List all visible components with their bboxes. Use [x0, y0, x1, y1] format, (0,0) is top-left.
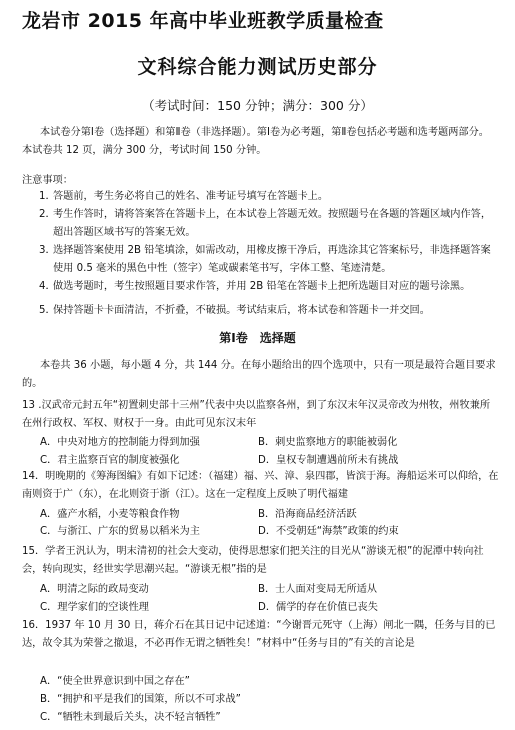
question-text: 13 .汉武帝元封五年“初置刺史部十三州”代表中央以监察各州，到了东汉末年汉灵帝改为州牧，州牧兼所在州行政权、军权、财权于一身。由此可见东汉末年: [22, 400, 491, 429]
notice-item: [40, 278, 496, 296]
option-c: C．“牺牲未到最后关头，决不轻言牺牲”: [40, 712, 221, 723]
notice-item-number: 2．: [39, 209, 56, 220]
question-text: 14．明晚期的《筹海图编》有如下记述：（福建）福、兴、漳、泉四郡，皆滨于海。海船运米可以仰给，在南则资于广（东），在北则资于浙（江）。这在一定程度上反映了明代福建: [22, 471, 499, 500]
notice-item-text: 考生作答时，请将答案答在答题卡上，在本试卷上答题无效。按照题号在各题的答题区域内作答，超出答题区域书写的答案无效。: [53, 209, 492, 238]
exam-time-info: （考试时间：150 分钟；满分：300 分）: [142, 98, 373, 113]
option-c: C．理学家们的空谈性理: [40, 602, 149, 613]
notice-item-text: 做选考题时，考生按照题目要求作答，并用 2B 铅笔在答题卡上把所选题目对应的题号涂黑。: [53, 281, 471, 292]
notice-item-number: 3．: [39, 245, 56, 256]
option-b: B．刺史监察地方的职能被弱化: [258, 437, 398, 448]
option-a: A．明清之际的政局变动: [40, 584, 149, 595]
notice-item-number: 1．: [39, 191, 56, 202]
notice-item-number: 4．: [39, 281, 56, 292]
option-a: A．“使全世界意识到中国之存在”: [40, 676, 190, 687]
intro-paragraph: 本试卷分第Ⅰ卷（选择题）和第Ⅱ卷（非选择题）。第Ⅰ卷为必考题，第Ⅱ卷包括必考题和选考题两部分。本试卷共 12 页，满分 300 分，考试时间 150 分钟。: [22, 127, 489, 156]
notice-item: [40, 206, 496, 241]
option-d: D．皇权专制遭遇前所未有挑战: [258, 455, 399, 466]
notice-item-text: 保持答题卡卡面清洁，不折叠，不破损。考试结束后，将本试卷和答题卡一并交回。: [53, 305, 430, 316]
notice-title: 注意事项：: [22, 175, 73, 186]
option-a: A．中央对地方的控制能力得到加强: [40, 437, 200, 448]
notice-item: [40, 242, 496, 277]
exam-title: 龙岩市 2015 年高中毕业班教学质量检查: [22, 10, 384, 32]
section-title: 第Ⅰ卷 选择题: [219, 331, 296, 345]
question-text: 15．学者王汎认为，明末清初的社会大变动，使得思想家们把关注的目光从“游谈无根”的泥潭中转向社会，转向现实，经世实学思潮兴起。“游谈无根”指的是: [22, 546, 484, 575]
option-a: A．盛产水稻，小麦等粮食作物: [40, 509, 180, 520]
notice-item-text: 选择题答案使用 2B 铅笔填涂，如需改动，用橡皮擦干净后，再选涂其它答案标号，非选择题答案使用 0.5 毫米的黑色中性（签字）笔或碳素笔书写，字体工整、笔迹清楚。: [53, 245, 491, 274]
notice-item: [40, 302, 496, 320]
section-intro: 本卷共 36 小题，每小题 4 分，共 144 分。在每小题给出的四个选项中，只有一项是最符合题目要求的。: [22, 360, 496, 389]
notice-item-number: 5．: [39, 305, 56, 316]
option-c: C．与浙江、广东的贸易以稻米为主: [40, 526, 200, 537]
option-b: B．“拥护和平是我们的国策，所以不可求战”: [40, 694, 241, 705]
question-15-stem: [22, 543, 500, 579]
option-c: C．君主监察百官的制度被强化: [40, 455, 180, 466]
question-text: 16．1937 年 10 月 30 日，蒋介石在其日记中记述道：“今谢晋元死守（上海）闸北一隅，任务与目的已达，故令其为荣誉之撤退，不必再作无谓之牺牲矣！”材料中“任务与目的”有关的言论是: [22, 620, 496, 649]
option-d: D．儒学的存在价值已丧失: [258, 602, 378, 613]
option-b: B．士人面对变局无所适从: [258, 584, 378, 595]
question-13-stem: [22, 397, 500, 433]
notice-item-text: 答题前，考生务必将自己的姓名、准考证号填写在答题卡上。: [53, 191, 329, 202]
notice-item: [40, 188, 496, 206]
option-b: B．沿海商品经济活跃: [258, 509, 357, 520]
question-16-stem: [22, 617, 500, 653]
question-14-stem: [22, 468, 500, 504]
option-d: D．不受朝廷“海禁”政策的约束: [258, 526, 399, 537]
exam-subtitle: 文科综合能力测试历史部分: [137, 56, 378, 78]
